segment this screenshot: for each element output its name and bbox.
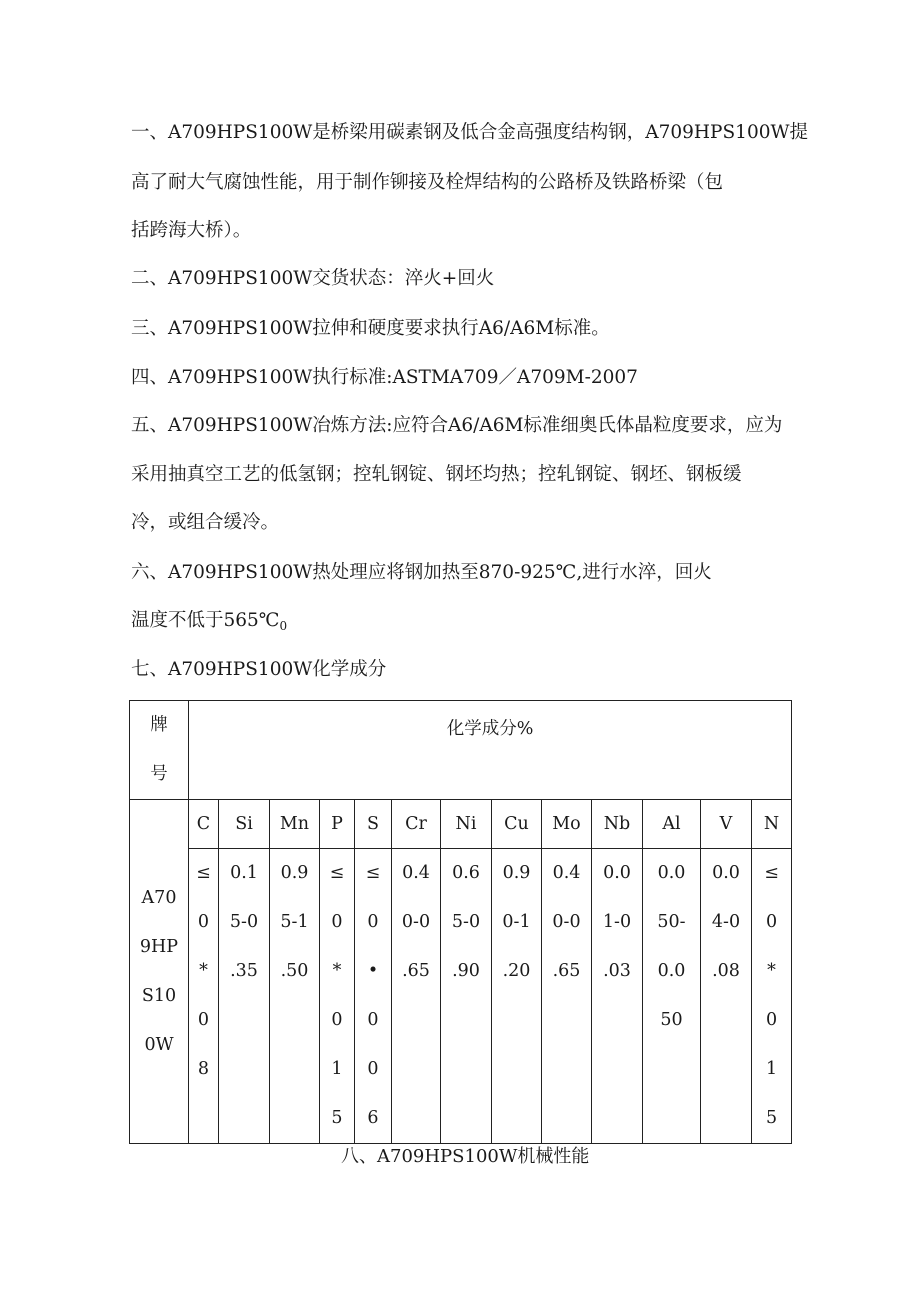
grade-header-char: 牌 bbox=[150, 715, 168, 735]
paragraph-line: 二、A709HPS100W交货状态：淬火+回火 bbox=[131, 268, 495, 289]
value-cell-al bbox=[643, 849, 701, 1144]
composition-header-cell: 化学成分% bbox=[189, 701, 792, 800]
value-line: 1 bbox=[331, 1059, 343, 1079]
value-line: 5-0 bbox=[229, 912, 259, 932]
value-line: .65 bbox=[402, 961, 430, 981]
value-line: 5 bbox=[331, 1108, 343, 1128]
element-header: N bbox=[752, 800, 792, 849]
element-header: Al bbox=[643, 800, 701, 849]
value-line: 0.1 bbox=[230, 863, 258, 883]
chemical-composition-table bbox=[129, 700, 792, 1144]
element-header: P bbox=[320, 800, 355, 849]
element-header: Mn bbox=[270, 800, 320, 849]
value-line: 0 bbox=[765, 1010, 778, 1030]
paragraph-line: 四、A709HPS100W执行标准:ASTMA709／A709M-2007 bbox=[131, 367, 638, 388]
value-line: 50 bbox=[660, 1010, 683, 1030]
value-cell-nb bbox=[592, 849, 643, 1144]
value-line: 0 bbox=[331, 912, 343, 932]
value-line: 5 bbox=[765, 1108, 778, 1128]
value-line: .90 bbox=[452, 961, 480, 981]
value-line: ≤ bbox=[329, 863, 345, 883]
value-line: 0 bbox=[367, 912, 379, 932]
value-line: ≤ bbox=[764, 863, 779, 883]
value-line: 1-0 bbox=[602, 912, 632, 932]
value-line: 0.6 bbox=[452, 863, 480, 883]
value-cell-mo bbox=[542, 849, 592, 1144]
value-cell-n bbox=[752, 849, 792, 1144]
value-line: 1 bbox=[765, 1059, 778, 1079]
paragraph-line: 括跨海大桥）。 bbox=[131, 220, 252, 241]
grade-value-line: 0W bbox=[144, 1034, 174, 1055]
value-line: * bbox=[199, 961, 208, 981]
value-line: 0-0 bbox=[401, 912, 431, 932]
value-line: * bbox=[332, 961, 342, 981]
value-line: ≤ bbox=[196, 863, 211, 883]
paragraph-line: 采用抽真空工艺的低氢钢；控轧钢锭、钢坯均热；控轧钢锭、钢坯、钢板缓 bbox=[131, 464, 742, 485]
value-cell-v bbox=[701, 849, 752, 1144]
subscript: 0 bbox=[279, 619, 288, 633]
value-cell-mn bbox=[270, 849, 320, 1144]
value-cell-c bbox=[189, 849, 219, 1144]
paragraph-line: 六、A709HPS100W热处理应将钢加热至870-925℃,进行水淬，回火 bbox=[131, 562, 712, 583]
value-line: 5-1 bbox=[280, 912, 309, 932]
value-line: 6 bbox=[367, 1108, 379, 1128]
value-cell-si bbox=[219, 849, 270, 1144]
value-line: 0.9 bbox=[280, 863, 309, 883]
value-line: • bbox=[367, 961, 379, 981]
paragraph-line: 五、A709HPS100W冶炼方法:应符合A6/A6M标准细奥氏体晶粒度要求，应为 bbox=[131, 415, 783, 436]
value-line: 0 bbox=[197, 1010, 210, 1030]
paragraph-line: 高了耐大气腐蚀性能，用于制作铆接及栓焊结构的公路桥及铁路桥梁（包 bbox=[131, 172, 724, 193]
paragraph-text: 温度不低于565℃ bbox=[131, 610, 280, 631]
value-line: 50- bbox=[657, 912, 686, 932]
value-line: 4-0 bbox=[711, 912, 741, 932]
value-line: 0.0 bbox=[603, 863, 631, 883]
section-caption: 八、A709HPS100W机械性能 bbox=[341, 1146, 590, 1167]
paragraph-line: 冷，或组合缓冷。 bbox=[131, 512, 280, 533]
paragraph-line bbox=[131, 609, 287, 638]
grade-header-cell bbox=[130, 701, 189, 800]
value-line: .08 bbox=[712, 961, 740, 981]
grade-value-cell bbox=[130, 800, 189, 1144]
element-header: Ni bbox=[441, 800, 492, 849]
value-line: 0.4 bbox=[552, 863, 581, 883]
value-cell-p bbox=[320, 849, 355, 1144]
value-line: 0.0 bbox=[657, 961, 686, 981]
value-cell-s bbox=[355, 849, 392, 1144]
value-line: .65 bbox=[552, 961, 581, 981]
value-line: .03 bbox=[603, 961, 631, 981]
value-line: 0-0 bbox=[552, 912, 581, 932]
grade-value-line: S10 bbox=[141, 985, 177, 1006]
value-line: 0 bbox=[331, 1010, 343, 1030]
value-line: 0.4 bbox=[402, 863, 430, 883]
paragraph-line: 七、A709HPS100W化学成分 bbox=[131, 659, 387, 680]
paragraph-line: 三、A709HPS100W拉伸和硬度要求执行A6/A6M标准。 bbox=[131, 318, 610, 339]
paragraph-line: 一、A709HPS100W是桥梁用碳素钢及低合金高强度结构钢，A709HPS100W提 bbox=[131, 122, 809, 143]
value-cell-cu bbox=[492, 849, 542, 1144]
grade-value-line: 9HP bbox=[139, 936, 179, 957]
value-line: 0.0 bbox=[712, 863, 740, 883]
element-header: S bbox=[355, 800, 392, 849]
grade-value-line: A70 bbox=[141, 887, 177, 908]
value-line: 0 bbox=[197, 912, 210, 932]
value-line: .35 bbox=[230, 961, 258, 981]
value-line: 8 bbox=[197, 1059, 210, 1079]
value-line: 0.9 bbox=[502, 863, 531, 883]
element-header: V bbox=[701, 800, 752, 849]
element-header: Cu bbox=[492, 800, 542, 849]
value-line: .20 bbox=[502, 961, 531, 981]
element-header: Si bbox=[219, 800, 270, 849]
element-header: Cr bbox=[392, 800, 441, 849]
value-line: ≤ bbox=[365, 863, 381, 883]
value-line: .50 bbox=[280, 961, 309, 981]
grade-header-char: 号 bbox=[150, 764, 168, 784]
value-line: * bbox=[767, 961, 776, 981]
element-header: Nb bbox=[592, 800, 643, 849]
value-cell-ni bbox=[441, 849, 492, 1144]
value-line: 0 bbox=[367, 1059, 379, 1079]
value-cell-cr bbox=[392, 849, 441, 1144]
value-line: 0-1 bbox=[502, 912, 531, 932]
value-line: 0.0 bbox=[657, 863, 686, 883]
element-header: C bbox=[189, 800, 219, 849]
value-line: 0 bbox=[367, 1010, 379, 1030]
value-line: 5-0 bbox=[451, 912, 481, 932]
element-header: Mo bbox=[542, 800, 592, 849]
value-line: 0 bbox=[765, 912, 778, 932]
